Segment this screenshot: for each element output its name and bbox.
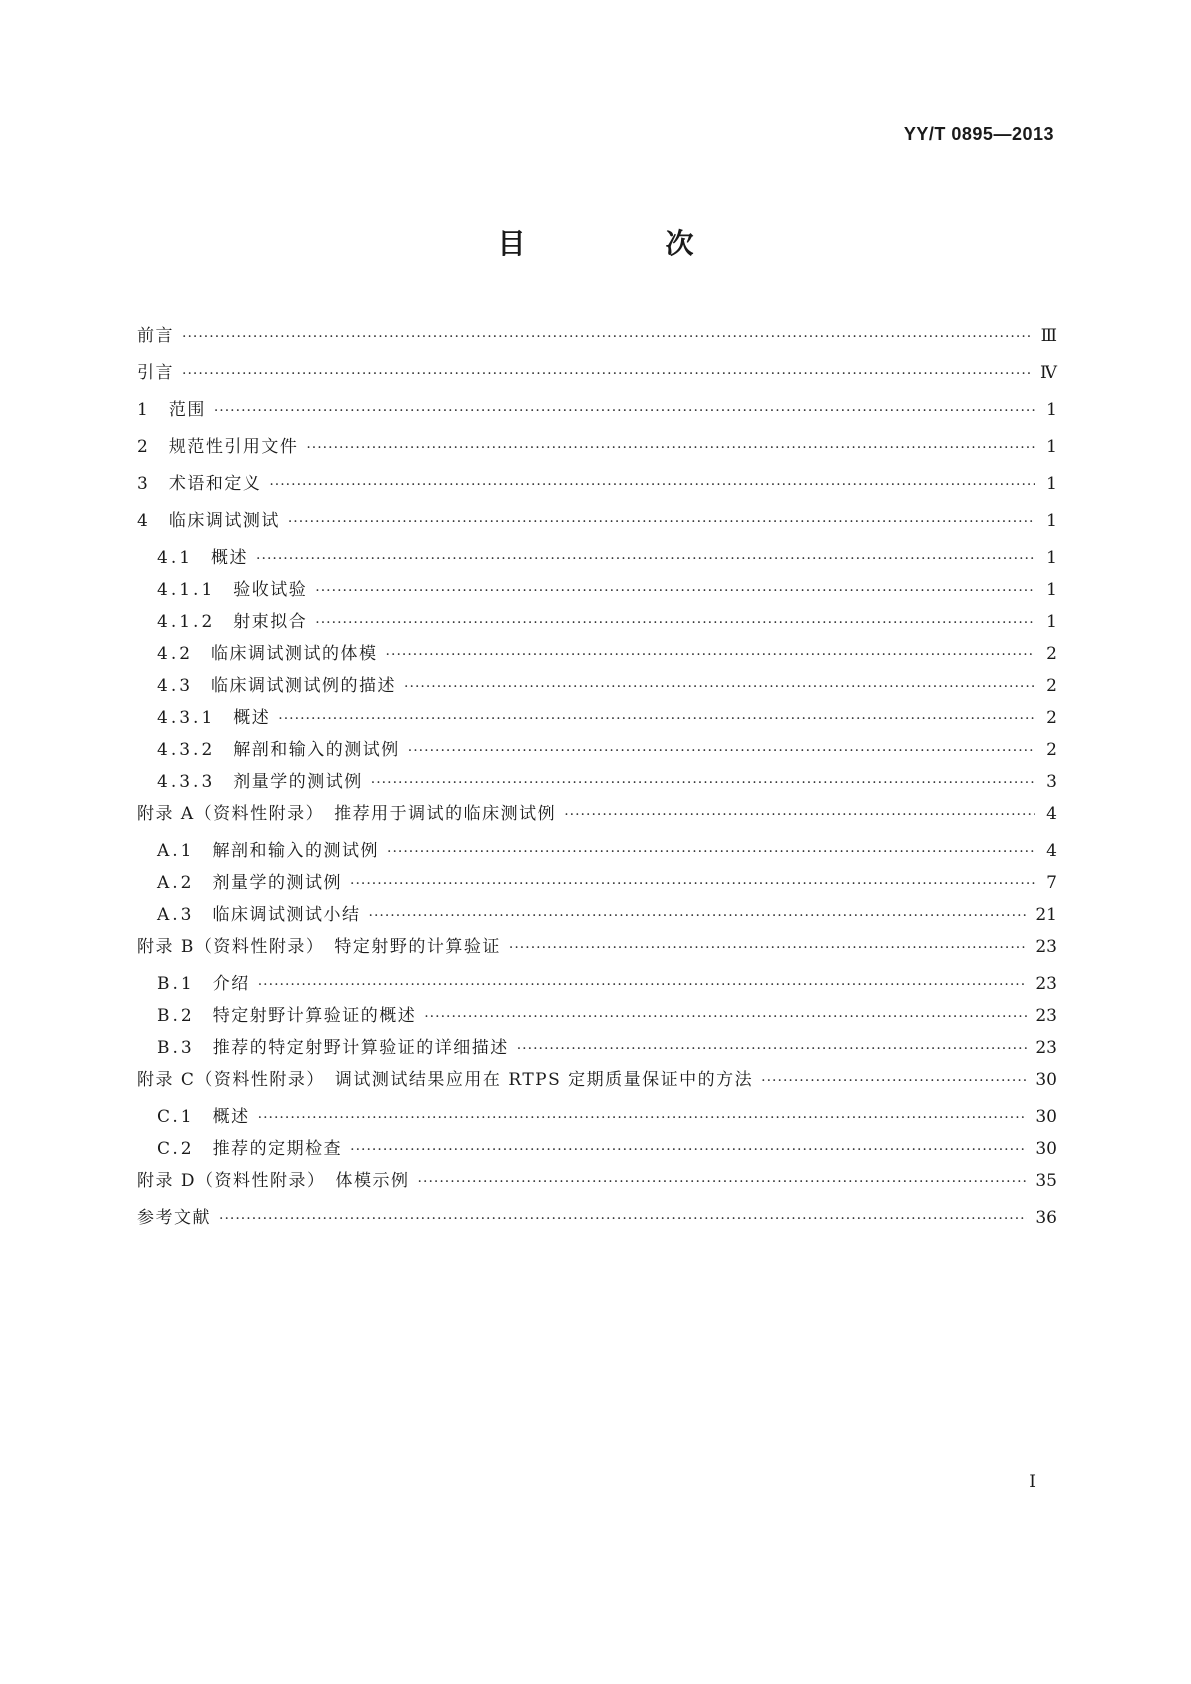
toc-entry-title <box>137 1171 410 1191</box>
toc-entry-number: 3 <box>137 474 151 494</box>
dot-leader <box>350 874 1035 894</box>
dot-leader <box>278 709 1035 729</box>
dot-leader <box>219 1209 1027 1229</box>
toc-entry-page: 2 <box>1046 676 1057 696</box>
toc-entry-label: 剂量学的测试例 <box>233 772 363 792</box>
toc-entry[interactable] <box>137 1208 1057 1229</box>
toc-entry-label: 临床调试测试的体模 <box>211 644 378 664</box>
toc-entry-title <box>137 841 379 861</box>
toc-entry-number: A.3 <box>157 905 195 925</box>
toc-entry[interactable] <box>137 612 1057 633</box>
toc-entry-page: 2 <box>1046 708 1057 728</box>
toc-entry-page: 1 <box>1046 474 1057 494</box>
toc-entry-number: 2 <box>137 437 151 457</box>
toc-entry-page: 23 <box>1035 1038 1057 1058</box>
dot-leader <box>256 549 1035 569</box>
toc-entry[interactable] <box>137 1139 1057 1160</box>
dot-leader <box>288 512 1035 532</box>
toc-entry-label: 临床调试测试小结 <box>212 905 361 925</box>
toc-entry[interactable] <box>137 644 1057 665</box>
dot-leader <box>369 906 1028 926</box>
toc-entry-page: 23 <box>1035 937 1057 957</box>
toc-entry[interactable] <box>137 804 1057 825</box>
toc-entry-number: 4.1.2 <box>157 612 216 632</box>
table-of-contents <box>137 326 1057 1245</box>
toc-entry-label: 前言 <box>137 326 174 346</box>
dot-leader <box>182 327 1033 347</box>
dot-leader <box>408 741 1035 761</box>
dot-leader <box>214 401 1035 421</box>
toc-entry-title <box>137 437 298 457</box>
dot-leader <box>404 677 1035 697</box>
toc-entry[interactable] <box>137 841 1057 862</box>
toc-entry[interactable] <box>137 1038 1057 1059</box>
toc-entry-title <box>137 1006 416 1026</box>
toc-entry-title <box>137 804 556 824</box>
toc-entry-page: 2 <box>1046 740 1057 760</box>
toc-entry-label: 附录 B（资料性附录） 特定射野的计算验证 <box>137 937 501 957</box>
dot-leader <box>306 438 1035 458</box>
toc-entry-label: 概述 <box>233 708 271 728</box>
toc-entry-label: 推荐的特定射野计算验证的详细描述 <box>212 1038 509 1058</box>
toc-entry[interactable] <box>137 326 1057 347</box>
toc-entry-label: 概述 <box>212 1107 250 1127</box>
toc-entry-page: 36 <box>1035 1208 1057 1228</box>
toc-entry-title <box>137 511 280 531</box>
toc-entry-page: 7 <box>1046 873 1057 893</box>
toc-entry-title <box>137 326 174 346</box>
toc-entry-title <box>137 400 206 420</box>
toc-entry-number: 4.2 <box>157 644 194 664</box>
toc-entry-title <box>137 474 261 494</box>
toc-entry-page: 30 <box>1035 1070 1057 1090</box>
toc-entry[interactable] <box>137 937 1057 958</box>
toc-entry-number: 4.3.2 <box>157 740 216 760</box>
toc-entry-page: 30 <box>1035 1139 1057 1159</box>
dot-leader <box>315 581 1035 601</box>
dot-leader <box>371 773 1035 793</box>
toc-entry-number: B.2 <box>157 1006 195 1026</box>
toc-entry-page: 1 <box>1046 580 1057 600</box>
dot-leader <box>424 1007 1027 1027</box>
toc-entry-title <box>137 1139 342 1159</box>
toc-entry-page: 4 <box>1046 841 1057 861</box>
toc-entry-label: 临床调试测试 <box>168 511 280 531</box>
toc-entry-title <box>137 1208 211 1228</box>
dot-leader <box>509 938 1027 958</box>
toc-entry-label: 概述 <box>211 548 249 568</box>
toc-entry-page: 3 <box>1046 772 1057 792</box>
dot-leader <box>387 842 1035 862</box>
toc-entry[interactable] <box>137 363 1057 384</box>
toc-entry-label: 临床调试测试例的描述 <box>211 676 397 696</box>
toc-entry-title <box>137 974 250 994</box>
dot-leader <box>258 975 1028 995</box>
toc-entry[interactable] <box>137 873 1057 894</box>
toc-entry-number: 1 <box>137 400 151 420</box>
toc-entry[interactable] <box>137 772 1057 793</box>
toc-entry-page: 1 <box>1046 612 1057 632</box>
toc-entry-page: Ⅳ <box>1040 363 1057 383</box>
toc-entry-title <box>137 905 361 925</box>
toc-entry-title <box>137 772 363 792</box>
dot-leader <box>386 645 1035 665</box>
toc-entry-label: 附录 C（资料性附录） 调试测试结果应用在 RTPS 定期质量保证中的方法 <box>137 1070 754 1090</box>
toc-entry-label: 验收试验 <box>233 580 308 600</box>
toc-entry-number: 4.3.1 <box>157 708 216 728</box>
toc-entry-title <box>137 1107 250 1127</box>
dot-leader <box>315 613 1035 633</box>
dot-leader <box>761 1071 1027 1091</box>
toc-entry-label: 剂量学的测试例 <box>212 873 342 893</box>
dot-leader <box>564 805 1035 825</box>
toc-entry-title <box>137 1038 509 1058</box>
toc-entry-number: A.1 <box>157 841 195 861</box>
toc-entry-title <box>137 580 307 600</box>
dot-leader <box>269 475 1035 495</box>
toc-entry-title <box>137 676 396 696</box>
toc-entry[interactable] <box>137 400 1057 421</box>
dot-leader <box>418 1172 1028 1192</box>
toc-entry-page: 23 <box>1035 974 1057 994</box>
toc-entry-page: 30 <box>1035 1107 1057 1127</box>
toc-entry[interactable] <box>137 474 1057 495</box>
toc-entry[interactable] <box>137 1070 1057 1091</box>
toc-entry[interactable] <box>137 548 1057 569</box>
toc-entry-title <box>137 740 400 760</box>
toc-entry-page: 1 <box>1046 511 1057 531</box>
toc-entry-page: 4 <box>1046 804 1057 824</box>
toc-entry-number: A.2 <box>157 873 195 893</box>
toc-entry[interactable] <box>137 740 1057 761</box>
toc-entry-number: 4.3 <box>157 676 194 696</box>
standard-code: YY/T 0895—2013 <box>903 124 1054 144</box>
toc-entry-page: 35 <box>1035 1171 1057 1191</box>
toc-entry-title <box>137 708 270 728</box>
toc-entry-label: 推荐的定期检查 <box>212 1139 343 1159</box>
toc-entry[interactable] <box>137 511 1057 532</box>
toc-entry-label: 参考文献 <box>137 1208 211 1228</box>
toc-entry-number: 4.3.3 <box>157 772 216 792</box>
toc-entry-label: 附录 D（资料性附录） 体模示例 <box>137 1171 410 1191</box>
toc-entry-title <box>137 873 342 893</box>
toc-entry-title <box>137 363 174 383</box>
toc-entry-label: 引言 <box>137 363 174 383</box>
toc-entry-number: 4 <box>137 511 151 531</box>
toc-entry[interactable] <box>137 580 1057 601</box>
toc-entry[interactable] <box>137 676 1057 697</box>
toc-entry-page: 21 <box>1035 905 1057 925</box>
toc-entry-page: 1 <box>1046 437 1057 457</box>
toc-entry-label: 介绍 <box>212 974 250 994</box>
toc-entry-page: 23 <box>1035 1006 1057 1026</box>
toc-entry-number: 4.1 <box>157 548 194 568</box>
toc-entry-label: 术语和定义 <box>168 474 262 494</box>
toc-entry[interactable] <box>137 437 1057 458</box>
toc-entry-label: 解剖和输入的测试例 <box>233 740 400 760</box>
toc-entry-number: C.2 <box>157 1139 195 1159</box>
dot-leader <box>517 1039 1028 1059</box>
toc-entry-page: 1 <box>1046 400 1057 420</box>
toc-entry-number: 4.1.1 <box>157 580 216 600</box>
toc-entry-number: B.3 <box>157 1038 195 1058</box>
toc-entry-title <box>137 1070 753 1090</box>
toc-entry-title <box>137 548 248 568</box>
toc-entry-label: 特定射野计算验证的概述 <box>212 1006 417 1026</box>
toc-entry-page: 1 <box>1046 548 1057 568</box>
toc-entry[interactable] <box>137 708 1057 729</box>
toc-entry-label: 解剖和输入的测试例 <box>212 841 379 861</box>
toc-entry[interactable] <box>137 1171 1057 1192</box>
toc-entry-number: C.1 <box>157 1107 195 1127</box>
dot-leader <box>350 1140 1027 1160</box>
toc-entry[interactable] <box>137 905 1057 926</box>
toc-entry-label: 规范性引用文件 <box>168 437 299 457</box>
toc-entry-title <box>137 612 307 632</box>
dot-leader <box>182 364 1032 384</box>
toc-entry[interactable] <box>137 1006 1057 1027</box>
toc-entry-label: 附录 A（资料性附录） 推荐用于调试的临床测试例 <box>137 804 557 824</box>
page-title: 目 次 <box>497 227 750 260</box>
dot-leader <box>258 1108 1028 1128</box>
toc-entry[interactable] <box>137 1107 1057 1128</box>
toc-entry-title <box>137 937 501 957</box>
toc-entry-label: 射束拟合 <box>233 612 308 632</box>
toc-entry-page: Ⅲ <box>1040 326 1057 346</box>
toc-entry-label: 范围 <box>168 400 206 420</box>
toc-entry-page: 2 <box>1046 644 1057 664</box>
toc-entry-title <box>137 644 378 664</box>
toc-entry[interactable] <box>137 974 1057 995</box>
toc-entry-number: B.1 <box>157 974 195 994</box>
page-number: Ⅰ <box>1029 1472 1036 1492</box>
